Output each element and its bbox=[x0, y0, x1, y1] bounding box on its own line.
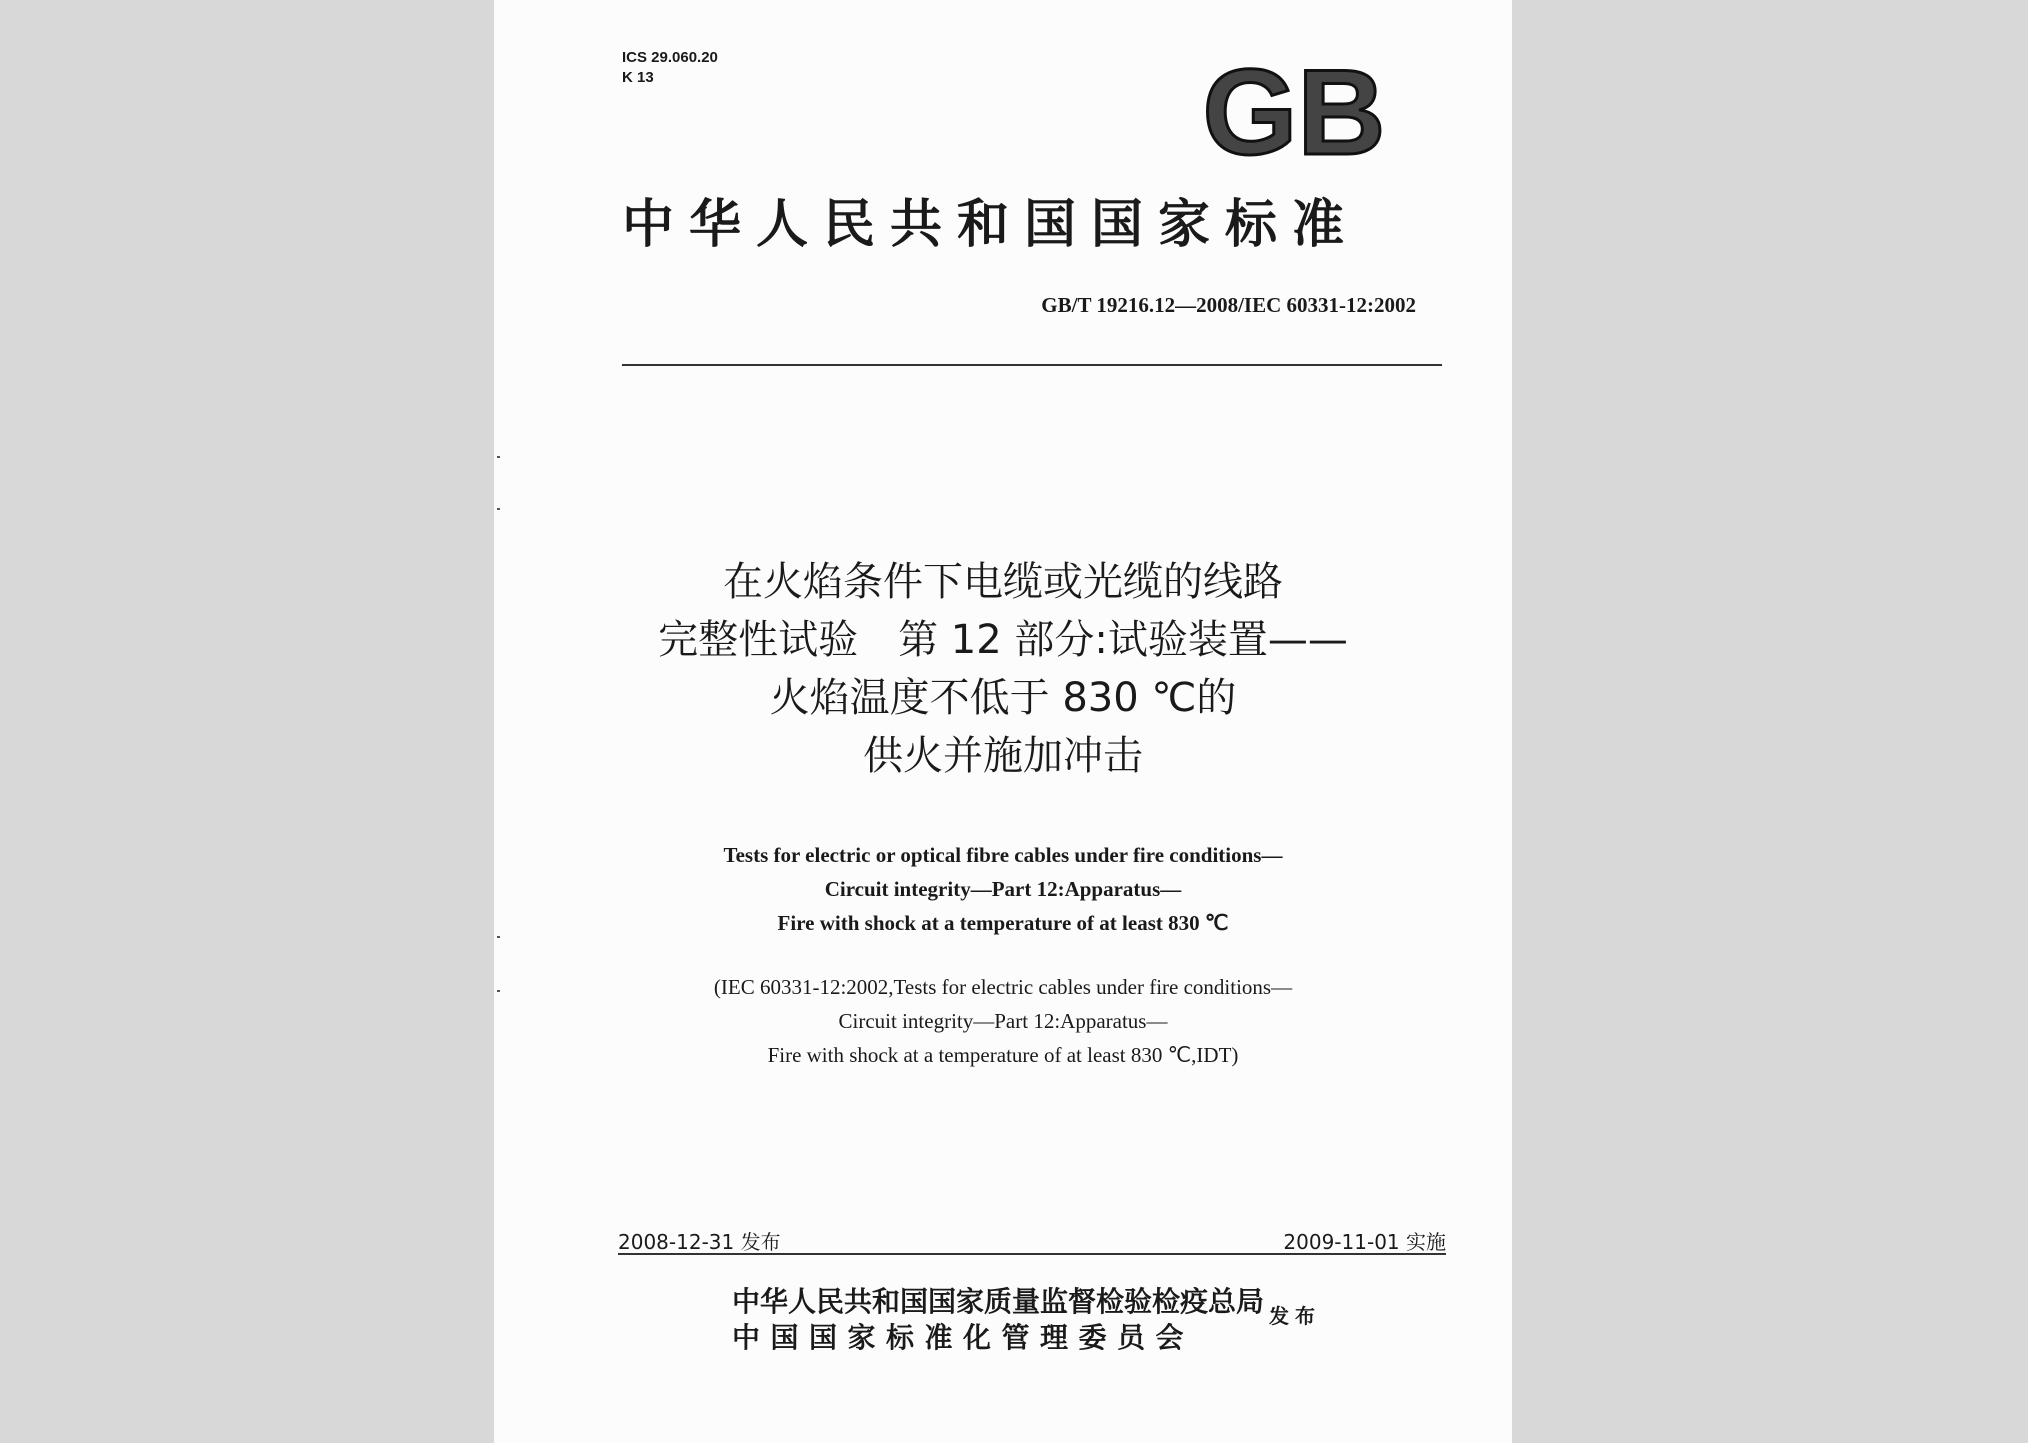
implement-date: 2009-11-01 实施 bbox=[1283, 1230, 1446, 1254]
header-divider bbox=[622, 364, 1442, 366]
issuing-authorities bbox=[732, 1284, 1264, 1356]
chinese-title-line: 供火并施加冲击 bbox=[863, 733, 1143, 779]
iec-reference-line: (IEC 60331-12:2002,Tests for electric cables under fire conditions— bbox=[713, 975, 1293, 999]
scan-mark bbox=[497, 508, 500, 510]
english-title bbox=[494, 838, 1512, 940]
english-title-line: Fire with shock at a temperature of at least 830 ℃ bbox=[777, 911, 1229, 935]
ics-code: ICS 29.060.20 bbox=[622, 49, 718, 66]
scan-mark bbox=[497, 936, 500, 938]
issuer-line: 中国国家标准化管理委员会 bbox=[732, 1321, 1195, 1354]
gb-logo bbox=[1194, 58, 1394, 168]
english-title-line: Circuit integrity—Part 12:Apparatus— bbox=[824, 877, 1182, 901]
chinese-title-line: 火焰温度不低于 830 ℃的 bbox=[769, 675, 1237, 721]
document-page bbox=[494, 0, 1512, 1443]
iec-reference-line: Fire with shock at a temperature of at least 830 ℃,IDT) bbox=[767, 1043, 1239, 1067]
chinese-title bbox=[494, 553, 1512, 785]
standard-number: GB/T 19216.12—2008/IEC 60331-12:2002 bbox=[1041, 293, 1416, 317]
issue-label: 发布 bbox=[1269, 1304, 1321, 1328]
chinese-title-line: 完整性试验 第 12 部分:试验装置—— bbox=[658, 617, 1348, 663]
footer-divider bbox=[618, 1253, 1446, 1255]
iec-reference bbox=[494, 970, 1512, 1072]
publish-date: 2008-12-31 发布 bbox=[618, 1230, 781, 1254]
ccs-code: K 13 bbox=[622, 69, 654, 86]
english-title-line: Tests for electric or optical fibre cables under fire conditions— bbox=[723, 843, 1283, 867]
national-standard-heading: 中华人民共和国国家标准 bbox=[622, 194, 1360, 255]
chinese-title-line: 在火焰条件下电缆或光缆的线路 bbox=[723, 559, 1283, 605]
scan-mark bbox=[497, 456, 500, 458]
iec-reference-line: Circuit integrity—Part 12:Apparatus— bbox=[838, 1009, 1168, 1033]
gb-logo-text: GB bbox=[1202, 58, 1386, 168]
scan-mark bbox=[497, 990, 500, 992]
issuer-line: 中华人民共和国国家质量监督检验检疫总局 bbox=[732, 1285, 1265, 1318]
classification-codes bbox=[622, 48, 718, 88]
